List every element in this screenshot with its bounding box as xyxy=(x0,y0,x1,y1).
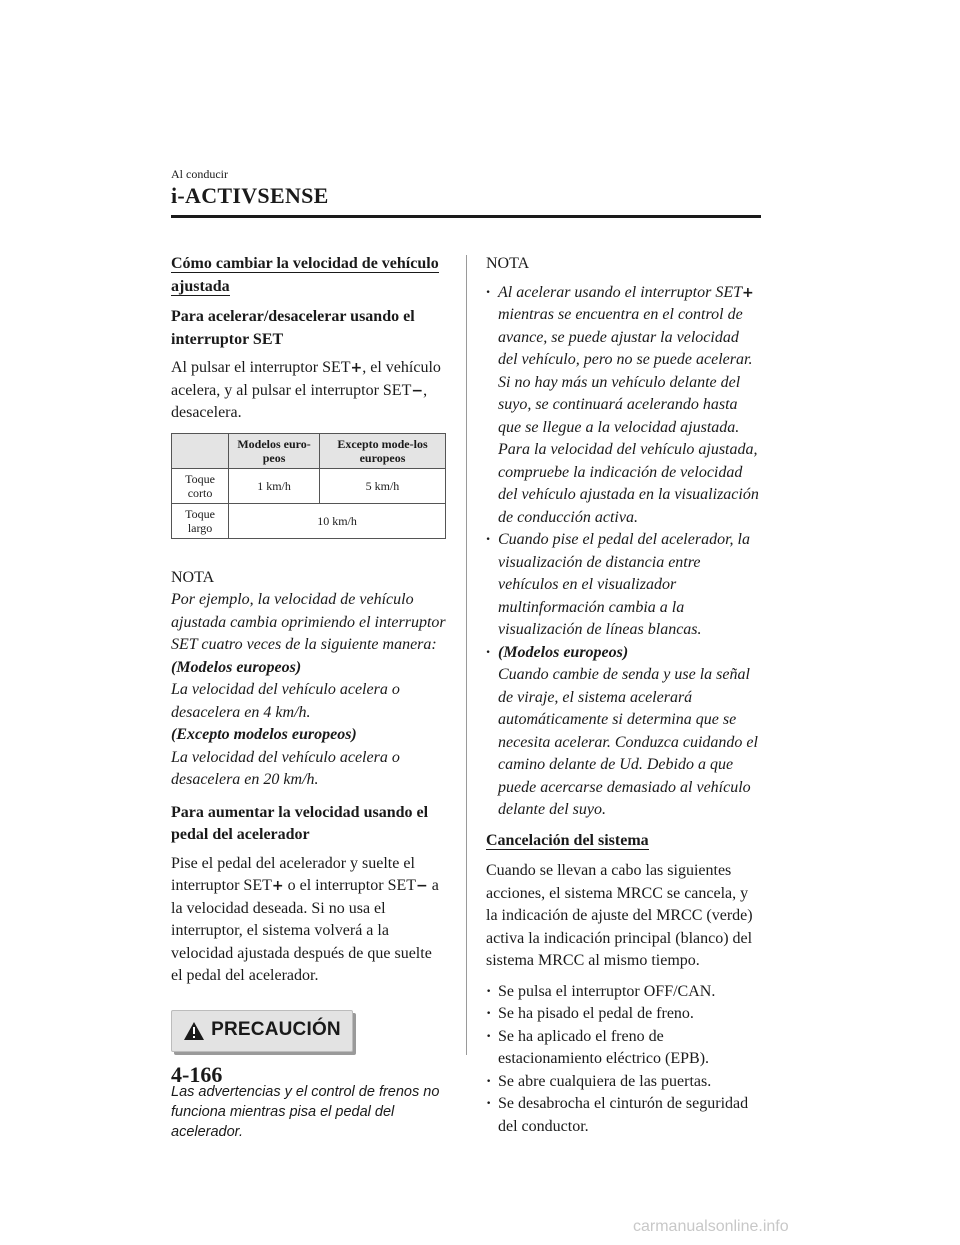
table-cell: 1 km/h xyxy=(229,468,320,503)
list-item: · Se ha aplicado el freno de estacionamiento eléctrico (EPB). xyxy=(486,1026,762,1071)
accelerator-paragraph: Pise el pedal del acelerador y suelte el interruptor SET+ o el interruptor SET− a la velocidad deseada. Si no usa el interruptor, el sistema volverá a la velocidad ajustada después de que suelte el pedal del acelerador. xyxy=(171,854,439,984)
section-label: Al conducir xyxy=(171,167,228,181)
caution-box xyxy=(171,1010,353,1052)
left-column xyxy=(171,253,446,1142)
table-cell: 10 km/h xyxy=(229,503,446,538)
plus-icon: + xyxy=(271,878,284,894)
nota-label: NOTA xyxy=(486,255,530,272)
right-column xyxy=(486,253,762,1146)
accelerator-subheading: Para aumentar la velocidad usando el pedal del acelerador xyxy=(171,803,429,843)
table-header-cell xyxy=(172,433,229,468)
watermark[interactable]: carmanualsonline.info xyxy=(633,1218,789,1235)
nota-intro: Por ejemplo, la velocidad de vehículo ajustada cambia oprimiendo el interruptor SET cuatro veces de la siguiente manera: xyxy=(171,591,446,653)
nota-label: NOTA xyxy=(171,568,215,586)
nota-noneu-label: (Excepto modelos europeos) xyxy=(171,726,357,743)
nota-eu-text: La velocidad del vehículo acelera o desacelera en 4 km/h. xyxy=(171,681,400,721)
caution-body: Las advertencias y el control de frenos no funciona mientras pisa el pedal del acelerador. xyxy=(171,1083,440,1140)
plus-icon: + xyxy=(350,360,363,376)
caution-title: PRECAUCIÓN xyxy=(211,1019,341,1041)
table-row xyxy=(172,503,446,538)
plus-icon: + xyxy=(741,284,754,301)
speed-increment-table xyxy=(171,433,446,539)
list-item: · Se desabrocha el cinturón de seguridad del conductor. xyxy=(486,1093,762,1138)
list-item: · Se abre cualquiera de las puertas. xyxy=(486,1071,762,1094)
set-switch-subheading: Para acelerar/desacelerar usando el interruptor SET xyxy=(171,308,415,348)
minus-icon: − xyxy=(416,878,428,894)
table-header-cell: Excepto mode-los europeos xyxy=(319,433,445,468)
list-item: · (Modelos europeos) Cuando cambie de senda y use la señal de viraje, el sistema acelerará automáticamente si determina que se necesita acelerar. Conduzca cuidando el camino delante de Ud. Debido a que puede acercarse demasiado al vehículo delante del suyo. xyxy=(486,642,762,822)
cancel-paragraph: Cuando se llevan a cabo las siguientes acciones, el sistema MRCC se cancela, y la indicación de ajuste del MRCC (verde) activa la indicación principal (blanco) del sistema MRCC al mismo tiempo. xyxy=(486,862,753,969)
table-header-row xyxy=(172,433,446,468)
header-rule xyxy=(171,215,761,218)
column-divider xyxy=(466,255,467,1055)
page-number: 4-166 xyxy=(171,1062,223,1087)
warning-triangle-icon xyxy=(183,1021,205,1041)
nota-eu-label: (Modelos europeos) xyxy=(171,658,302,676)
minus-icon: − xyxy=(411,382,424,399)
cancel-heading: Cancelación del sistema xyxy=(486,831,649,849)
table-cell: 5 km/h xyxy=(319,468,445,503)
list-item: · Se ha pisado el pedal de freno. xyxy=(486,1003,762,1026)
list-item: · Cuando pise el pedal del acelerador, la visualización de distancia entre vehículos en el visualizador multinformación cambia a la visualización de líneas blancas. xyxy=(486,529,762,642)
table-cell: Toque largo xyxy=(172,503,229,538)
list-item: · Se pulsa el interruptor OFF/CAN. xyxy=(486,981,762,1004)
nota-list xyxy=(486,282,762,822)
list-item: · Al acelerar usando el interruptor SET+ mientras se encuentra en el control de avance, se puede ajustar la velocidad del vehículo, pero no se puede acelerar. Si no hay más un vehículo delante del suyo, se continuará acelerando hasta que se llegue a la velocidad ajustada. Para la velocidad del vehículo ajustada, compruebe la indicación de velocidad del vehículo ajustada en la visualización de conducción activa. xyxy=(486,282,762,530)
set-switch-paragraph: Al pulsar el interruptor SET+, el vehículo acelera, y al pulsar el interruptor SET−, desacelera. xyxy=(171,359,441,421)
section-title: i-ACTIVSENSE xyxy=(171,183,329,208)
table-row xyxy=(172,468,446,503)
table-header-cell: Modelos euro-peos xyxy=(229,433,320,468)
nota-noneu-text: La velocidad del vehículo acelera o desacelera en 20 km/h. xyxy=(171,748,400,788)
speed-change-heading: Cómo cambiar la velocidad de vehículo ajustada xyxy=(171,255,439,295)
cancel-list xyxy=(486,981,762,1139)
table-cell: Toque corto xyxy=(172,468,229,503)
